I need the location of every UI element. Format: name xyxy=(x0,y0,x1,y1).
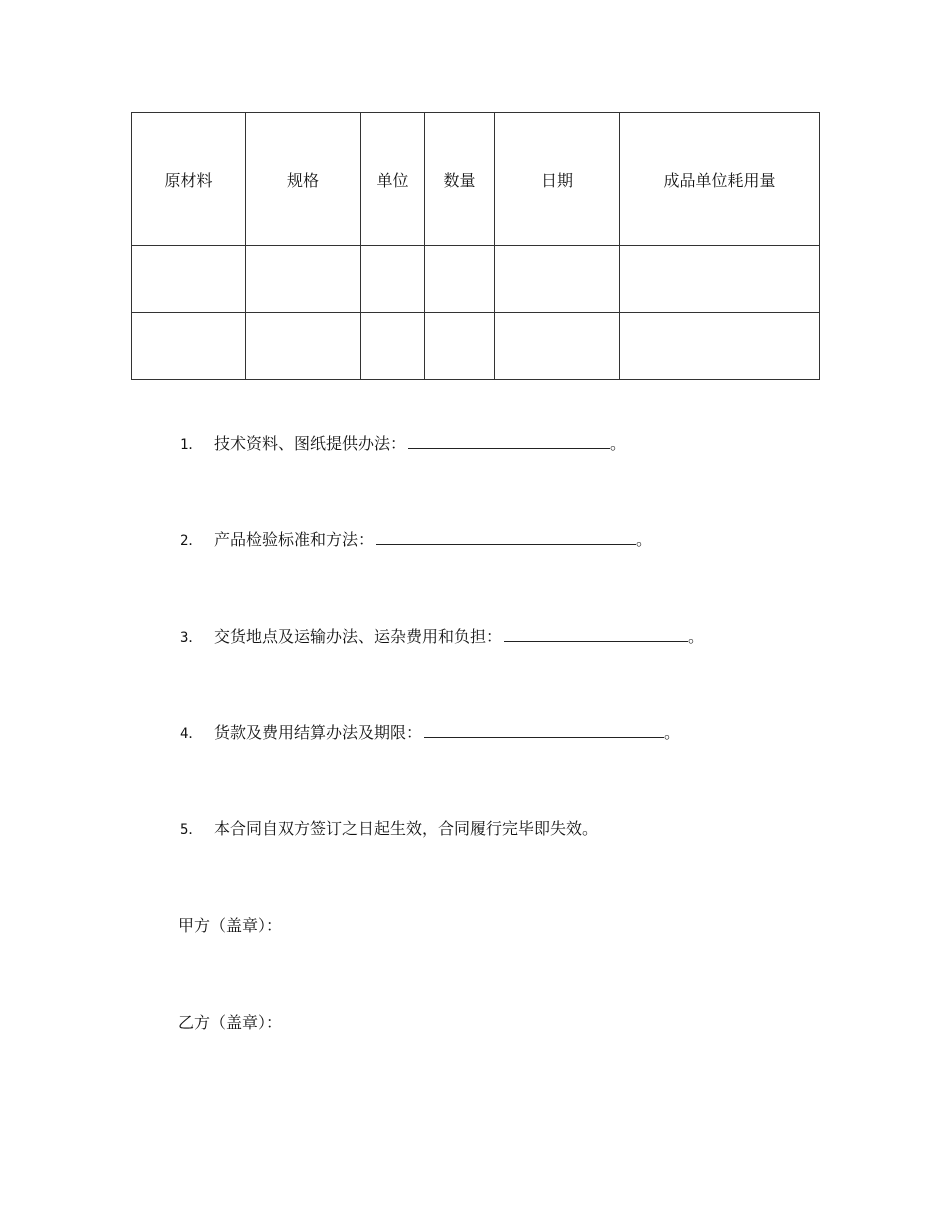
clause-text: 产品检验标准和方法： xyxy=(214,530,375,549)
clause-text: 技术资料、图纸提供办法： xyxy=(214,434,407,453)
table-cell[interactable] xyxy=(361,313,425,380)
clause-effectiveness xyxy=(180,819,598,840)
clause-payment xyxy=(180,723,680,744)
header-date: 日期 xyxy=(495,113,620,246)
clause-number: 5． xyxy=(180,822,203,838)
fill-in-blank[interactable] xyxy=(408,434,610,449)
party-a-seal: 甲方（盖章）： xyxy=(178,916,283,935)
table-cell[interactable] xyxy=(425,313,495,380)
fill-in-blank[interactable] xyxy=(504,627,688,642)
clause-number: 2． xyxy=(180,533,203,549)
table-cell[interactable] xyxy=(495,313,620,380)
table-cell[interactable] xyxy=(425,246,495,313)
clause-technical-docs xyxy=(180,434,626,455)
table-cell[interactable] xyxy=(620,313,820,380)
table-row xyxy=(132,313,820,380)
fill-in-blank[interactable] xyxy=(424,723,664,738)
table-cell[interactable] xyxy=(246,313,361,380)
table-cell[interactable] xyxy=(246,246,361,313)
clause-end: 。 xyxy=(688,627,705,646)
table-row xyxy=(132,246,820,313)
materials-table xyxy=(131,112,820,380)
table-cell[interactable] xyxy=(620,246,820,313)
table-cell[interactable] xyxy=(361,246,425,313)
header-raw-material: 原材料 xyxy=(132,113,246,246)
clause-inspection-standard xyxy=(180,530,652,551)
clause-end: 。 xyxy=(610,434,627,453)
table-cell[interactable] xyxy=(132,313,246,380)
header-quantity: 数量 xyxy=(425,113,495,246)
clause-text: 货款及费用结算办法及期限： xyxy=(214,723,423,742)
clause-number: 1． xyxy=(180,437,203,453)
clause-number: 3． xyxy=(180,630,203,646)
clause-delivery xyxy=(180,627,704,648)
header-specification: 规格 xyxy=(246,113,361,246)
table-cell[interactable] xyxy=(132,246,246,313)
clause-number: 4． xyxy=(180,726,203,742)
table-header-row xyxy=(132,113,820,246)
header-unit: 单位 xyxy=(361,113,425,246)
clause-text: 交货地点及运输办法、运杂费用和负担： xyxy=(214,627,503,646)
clause-end: 。 xyxy=(664,723,681,742)
header-unit-consumption: 成品单位耗用量 xyxy=(620,113,820,246)
clause-end: 。 xyxy=(636,530,653,549)
party-b-seal: 乙方（盖章）： xyxy=(178,1013,283,1032)
clause-text: 本合同自双方签订之日起生效，合同履行完毕即失效。 xyxy=(214,819,599,838)
table-cell[interactable] xyxy=(495,246,620,313)
fill-in-blank[interactable] xyxy=(376,530,636,545)
